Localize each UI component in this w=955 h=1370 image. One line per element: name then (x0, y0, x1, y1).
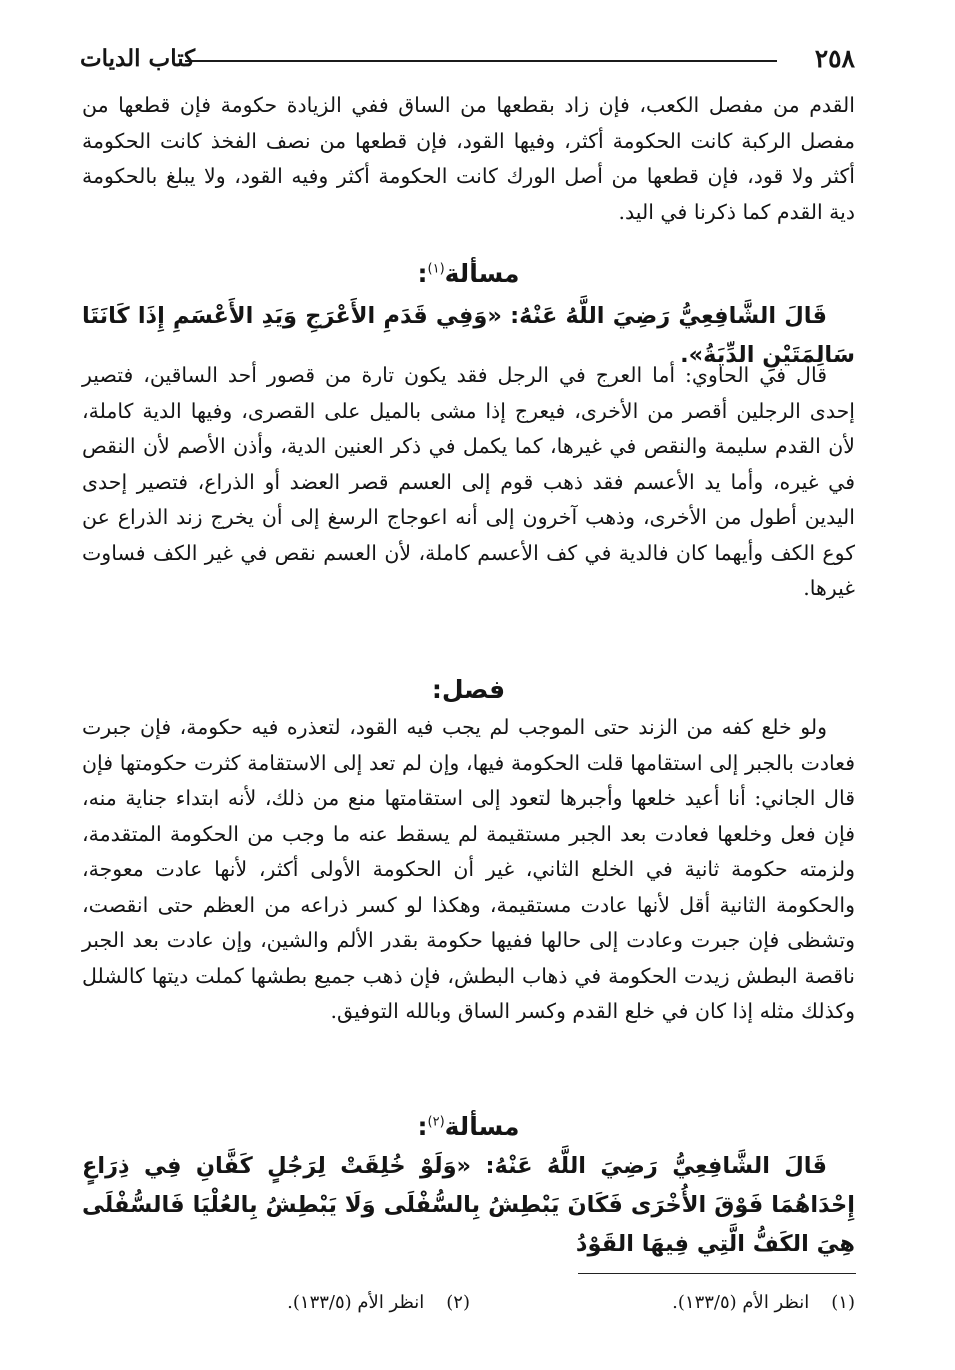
running-title: كتاب الديات (80, 45, 196, 72)
shafii-quote-1: قَالَ الشَّافِعِيُّ رَضِيَ اللَّهُ عَنْهُ: «وَفِي قَدَمِ الأَعْرَجِ وَيَدِ الأَعْسَمِ إِذَا كَانَتَا سَالِمَتَيْنِ الدِّيَةُ». (82, 303, 855, 368)
heading-1-text: مسألة (444, 259, 520, 288)
fasl-heading (82, 673, 855, 707)
hawi-paragraph: قال في الحاوي: أما العرج في الرجل فقد يكون تارة من قصور أحد الساقين، فتصير إحدى الرجلين أقصر من الأخرى، فيعرج إذا مشى بالميل على القصرى، وفيها الدية كاملة، لأن القدم سليمة والنقص في غيرها، كما يكمل في ذكر العنين الدية، وأذن الأصم لأن النقص في غيره، وأما يد الأعسم فقد ذهب قوم إلى العسم قصر العضد أو الذراع، فتصير إحدى اليدين أطول من الأخرى، وذهب آخرون إلى أنه اعوجاج الرسغ إلى أن يخرج زند الذراع عن كوع الكف وأيهما كان فالدية في كف الأعسم كاملة، لأن العسم نقص في غير الكف فساوت غيرها. (82, 363, 855, 600)
intro-paragraph: القدم من مفصل الكعب، فإن زاد بقطعها من الساق ففي الزيادة حكومة فإن قطعها من مفصل الركبة كانت الحكومة أكثر، وفيها القود، فإن قطعها من نصف الفخذ كانت الحكومة أكثر ولا قود، فإن قطعها من أصل الورك كانت الحكومة أكثر وفيه القود، ولا يبلغ بالحكومة دية القدم كما ذكرنا في اليد. (82, 93, 855, 224)
footnote-1 (672, 1288, 855, 1318)
shafii-quote-2: قَالَ الشَّافِعِيُّ رَضِيَ اللَّهُ عَنْهُ: «وَلَوْ خُلِقَتْ لِرَجُلٍ كَفَّانِ فِي ذِرَاعٍ إِحْدَاهُمَا فَوْقَ الأُخْرَى فَكَانَ يَبْطِشُ بِالسُّفْلَى وَلَا يَبْطِشُ بِالعُلْيَا فَالسُّفْلَى هِيَ الكَفُّ الَّتِي فِيهَا القَوْدُ (82, 1153, 855, 1257)
section-heading-1 (82, 257, 855, 291)
fasl-paragraph: ولو خلع كفه من الزند حتى الموجب لم يجب فيه القود، لتعذره فيه حكومة، فإن جبرت فعادت بالجبر إلى استقامها قلت الحكومة فيها، وإن لم تعد إلى الاستقامة كثرت حكومتها فإن قال الجاني: أنا أعيد خلعها وأجبرها لتعود إلى استقامتها منع من ذلك، لأنه ابتداء جناية منه، فإن فعل وخلعها فعادت بعد الجبر مستقيمة لم يسقط عنه ما وجب من الحكومة المتقدمة، ولزمته حكومة ثانية في الخلع الثاني، غير أن الحكومة الأولى أكثر، لأنها عادت معوجة، والحكومة الثانية أقل لأنها عادت مستقيمة، وهكذا لو كسر ذراعه من العظم حتى انقصت، وتشظى فإن جبرت وعادت إلى حالها ففيها حكومة بقدر الألم والشين، وإن عادت بعد الجبر ناقصة البطش زيدت الحكومة في ذهاب البطش، فإن ذهب جميع بطشها كملت ديتها كالشلل وكذلك مثله إذا كان في خلع القدم وكسر الساق وبالله التوفيق. (82, 715, 855, 1023)
section-heading-2 (82, 1110, 855, 1144)
heading-2-text: مسألة (444, 1112, 520, 1141)
footnote-ref-2: (٢) (427, 1114, 445, 1130)
fasl-heading-text: فصل (441, 675, 506, 704)
footnote-2 (287, 1288, 470, 1318)
footnote-1-text: انظر الأم (١٣٣/٥). (672, 1292, 810, 1313)
footnote-separator (578, 1273, 856, 1274)
footnote-2-mark: (٢) (446, 1292, 470, 1313)
page-number: ٢٥٨ (814, 44, 855, 73)
heading-2-colon: : (417, 1112, 428, 1141)
heading-1-colon: : (417, 259, 428, 288)
header-rule (185, 60, 777, 62)
footnote-2-text: انظر الأم (١٣٣/٥). (287, 1292, 425, 1313)
fasl-heading-colon: : (431, 675, 442, 704)
footnote-ref-1: (١) (427, 261, 445, 277)
page-header (80, 38, 855, 78)
footnote-1-mark: (١) (831, 1292, 855, 1313)
footnotes (280, 1288, 855, 1318)
